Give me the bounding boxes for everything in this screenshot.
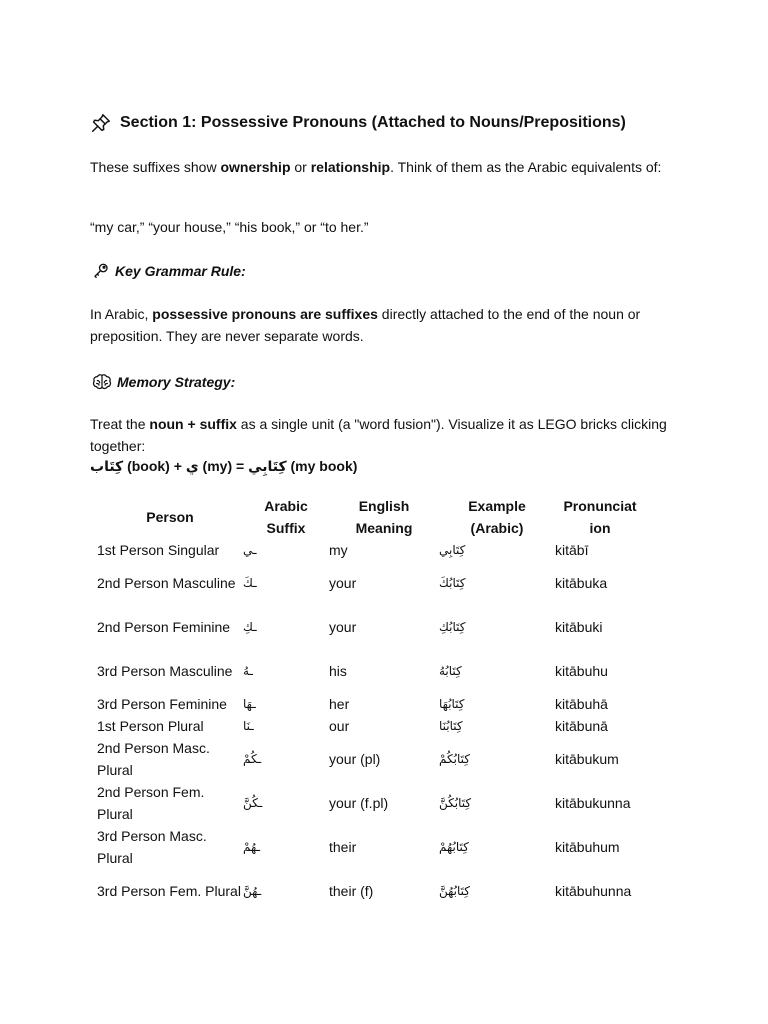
possessive-suffix-table <box>92 495 645 913</box>
header-pron-l1: Pronunciat <box>563 498 637 514</box>
cell-pronunciation: kitābuhum <box>555 839 620 855</box>
table-body <box>92 539 645 913</box>
grammar-text-post: directly attached to the end of the noun or preposition. They are never separate words. <box>90 306 641 344</box>
section-heading <box>90 112 690 134</box>
memory-heading <box>92 373 235 391</box>
grammar-paragraph <box>90 303 670 347</box>
header-suffix-l1: Arabic <box>264 498 308 514</box>
cell-suffix-text: ـكَ <box>243 576 257 590</box>
header-pron-l2: ion <box>589 520 611 536</box>
header-pronunciation <box>555 495 645 539</box>
table-row <box>92 693 645 715</box>
table-header <box>92 495 645 539</box>
cell-pronunciation: kitābuhā <box>555 696 608 712</box>
grammar-bold: possessive pronouns are suffixes <box>152 306 378 322</box>
examples-line: “my car,” “your house,” “his book,” or “to her.” <box>90 219 369 235</box>
example-part-my-book: (my book) <box>286 458 358 474</box>
brain-icon <box>92 373 112 391</box>
cell-suffix-text: ـهَا <box>243 697 256 711</box>
intro-text-mid: or <box>290 159 311 175</box>
cell-meaning: their <box>329 839 357 855</box>
cell-meaning: your (f.pl) <box>329 795 389 811</box>
cell-meaning: your <box>329 575 357 591</box>
header-suffix <box>243 495 329 539</box>
cell-pronunciation: kitābuki <box>555 619 603 635</box>
cell-pronunciation: kitābukum <box>555 751 619 767</box>
cell-example-text: كِتَابُكُمْ <box>439 752 470 766</box>
memory-bold: noun + suffix <box>149 416 237 432</box>
cell-suffix <box>243 737 329 781</box>
grammar-title: Key Grammar Rule: <box>115 263 246 279</box>
pushpin-icon <box>90 112 112 134</box>
section-title: Section 1: Possessive Pronouns (Attached to Nouns/Prepositions) <box>120 114 626 131</box>
cell-suffix-text: ـنَا <box>243 719 254 733</box>
header-meaning-l2: Meaning <box>355 520 413 536</box>
cell-suffix <box>243 605 329 649</box>
arabic-word-book: كِتَاب <box>90 459 124 475</box>
cell-example-text: كِتَابُكُنَّ <box>439 796 472 810</box>
table-row <box>92 715 645 737</box>
arabic-word-my-book: كِتَابِي <box>248 459 287 475</box>
cell-example <box>439 693 555 715</box>
cell-person: 1st Person Singular <box>97 542 220 558</box>
cell-meaning: her <box>329 696 350 712</box>
cell-suffix <box>243 869 329 913</box>
header-example-l1: Example <box>468 498 526 514</box>
cell-person: 3rd Person Feminine <box>97 696 227 712</box>
cell-suffix-text: ـكُمْ <box>243 752 262 766</box>
cell-person: 1st Person Plural <box>97 718 204 734</box>
cell-example-text: كِتَابُهُمْ <box>439 840 469 854</box>
example-part-my: (my) = <box>198 458 249 474</box>
cell-pronunciation: kitābunā <box>555 718 608 734</box>
cell-example-text: كِتَابُنَا <box>439 719 463 733</box>
cell-suffix <box>243 715 329 737</box>
cell-example <box>439 649 555 693</box>
cell-suffix <box>243 693 329 715</box>
cell-suffix-text: ـكِ <box>243 620 257 634</box>
cell-pronunciation: kitābuka <box>555 575 608 591</box>
cell-example-text: كِتَابُهُنَّ <box>439 884 470 898</box>
table-row <box>92 539 645 561</box>
header-example-l2: (Arabic) <box>470 520 524 536</box>
header-person-label: Person <box>146 509 194 525</box>
cell-suffix-text: ـهُ <box>243 664 253 678</box>
table-row <box>92 869 645 913</box>
memory-text-pre: Treat the <box>90 416 150 432</box>
example-part-book: (book) + <box>123 458 186 474</box>
memory-text-post: as a single unit (a "word fusion"). Visualize it as LEGO bricks clicking together: <box>90 416 667 454</box>
cell-person: 3rd Person Masculine <box>97 663 233 679</box>
cell-suffix <box>243 649 329 693</box>
cell-person: 2nd Person Feminine <box>97 619 231 635</box>
table-row <box>92 649 645 693</box>
cell-meaning: his <box>329 663 347 679</box>
arabic-suffix-my: ي <box>185 459 199 475</box>
cell-example <box>439 539 555 561</box>
cell-example <box>439 825 555 869</box>
cell-example-text: كِتَابُكِ <box>439 620 466 634</box>
grammar-text-pre: In Arabic, <box>90 306 153 322</box>
table-row <box>92 737 645 781</box>
cell-suffix <box>243 561 329 605</box>
cell-example <box>439 781 555 825</box>
cell-example <box>439 737 555 781</box>
grammar-heading <box>92 262 246 280</box>
cell-pronunciation: kitābuhu <box>555 663 608 679</box>
intro-bold-relationship: relationship <box>310 159 391 175</box>
intro-bold-ownership: ownership <box>220 159 291 175</box>
header-example <box>439 495 555 539</box>
cell-suffix <box>243 781 329 825</box>
header-meaning-l1: English <box>358 498 410 514</box>
cell-example-text: كِتَابُكَ <box>439 576 466 590</box>
cell-suffix <box>243 539 329 561</box>
cell-example-text: كِتَابِي <box>439 543 466 557</box>
cell-pronunciation: kitābī <box>555 542 589 558</box>
cell-meaning: your (pl) <box>329 751 381 767</box>
cell-example <box>439 869 555 913</box>
header-person <box>92 495 243 539</box>
table-row <box>92 561 645 605</box>
cell-example <box>439 715 555 737</box>
cell-example-text: كِتَابُهَا <box>439 697 465 711</box>
header-suffix-l2: Suffix <box>266 520 306 536</box>
memory-title: Memory Strategy: <box>117 374 236 390</box>
cell-person: 2nd Person Fem. Plural <box>97 784 205 822</box>
cell-pronunciation: kitābukunna <box>555 795 631 811</box>
table-row <box>92 605 645 649</box>
memory-paragraph <box>90 413 670 457</box>
cell-person: 2nd Person Masc. Plural <box>97 740 210 778</box>
cell-suffix-text: ـكُنَّ <box>243 796 263 810</box>
cell-person: 2nd Person Masculine <box>97 575 236 591</box>
cell-meaning: my <box>329 542 348 558</box>
cell-example <box>439 605 555 649</box>
table-row <box>92 781 645 825</box>
cell-suffix-text: ـهُنَّ <box>243 884 262 898</box>
cell-meaning: their (f) <box>329 883 374 899</box>
cell-example-text: كِتَابُهُ <box>439 664 462 678</box>
cell-suffix <box>243 825 329 869</box>
table-row <box>92 825 645 869</box>
cell-meaning: your <box>329 619 357 635</box>
cell-suffix-text: ـي <box>243 543 257 557</box>
table-header-row <box>92 495 645 539</box>
intro-paragraph <box>90 156 670 178</box>
cell-pronunciation: kitābuhunna <box>555 883 632 899</box>
header-meaning <box>329 495 439 539</box>
word-fusion-example <box>90 458 357 475</box>
cell-suffix-text: ـهُمْ <box>243 840 261 854</box>
intro-text-post: . Think of them as the Arabic equivalents of: <box>390 159 662 175</box>
key-icon <box>92 262 110 280</box>
cell-person: 3rd Person Masc. Plural <box>97 828 207 866</box>
cell-example <box>439 561 555 605</box>
intro-text-pre: These suffixes show <box>90 159 221 175</box>
cell-meaning: our <box>329 718 350 734</box>
cell-person: 3rd Person Fem. Plural <box>97 883 241 899</box>
